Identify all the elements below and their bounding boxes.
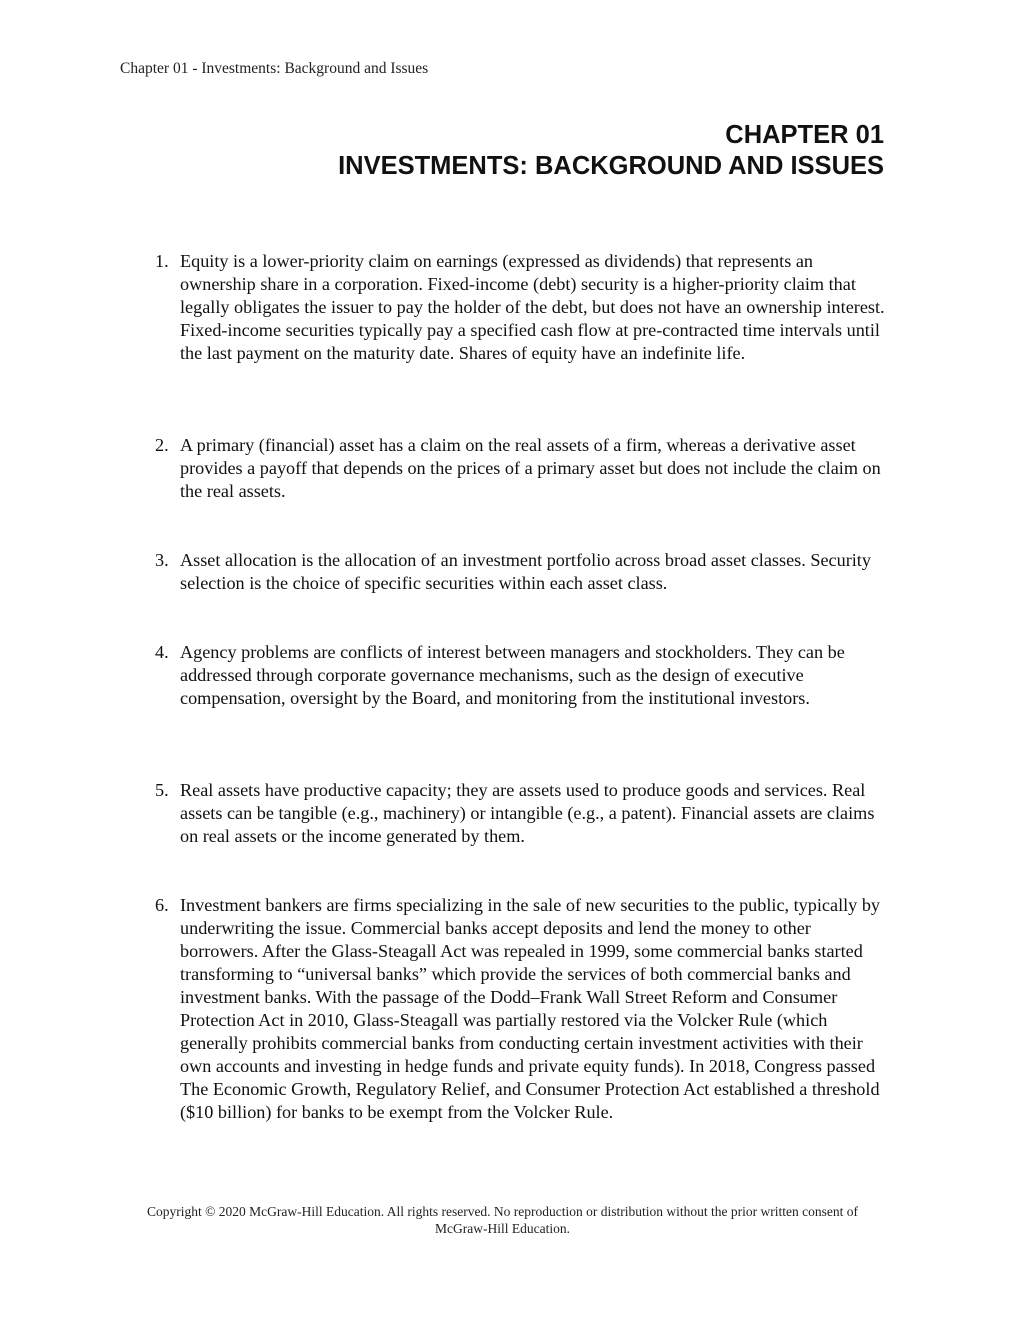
question-item-4 (155, 641, 890, 710)
question-number: 2. (155, 435, 169, 455)
question-number: 3. (155, 550, 169, 570)
question-number: 4. (155, 642, 169, 662)
question-number: 1. (155, 251, 169, 271)
question-answer: Investment bankers are firms specializing in the sale of new securities to the public, typically by underwriting the issue. Commercial banks accept deposits and lend the money to other borrowers. After the Glass-Steagall Act was repealed in 1999, some commercial banks started transforming to “universal banks” which provide the services of both commercial banks and investment banks. With the passage of the Dodd–Frank Wall Street Reform and Consumer Protection Act in 2010, Glass-Steagall was partially restored via the Volcker Rule (which generally prohibits commercial banks from conducting certain investment activities with their own accounts and investing in hedge funds and private equity funds). In 2018, Congress passed The Economic Growth, Regulatory Relief, and Consumer Protection Act established a threshold ($10 billion) for banks to be exempt from the Volcker Rule. (180, 895, 881, 1122)
question-answer: Asset allocation is the allocation of an investment portfolio across broad asset classes. Security selection is the choice of specific securities within each asset class. (180, 550, 871, 593)
question-item-6 (155, 894, 890, 1124)
chapter-title: INVESTMENTS: BACKGROUND AND ISSUES (338, 152, 884, 180)
question-item-3 (155, 549, 890, 595)
question-item-2 (155, 434, 890, 503)
question-item-5 (155, 779, 890, 848)
question-answer: Real assets have productive capacity; they are assets used to produce goods and services. Real assets can be tangible (e.g., machinery) or intangible (e.g., a patent). Financial assets are claims on real assets or the income generated by them. (180, 780, 875, 846)
chapter-number: CHAPTER 01 (725, 121, 884, 149)
question-number: 5. (155, 780, 169, 800)
question-answer: A primary (financial) asset has a claim on the real assets of a firm, whereas a derivative asset provides a payoff that depends on the prices of a primary asset but does not include the claim on the real assets. (180, 435, 881, 501)
running-header: Chapter 01 - Investments: Background and Issues (120, 60, 429, 77)
question-item-1 (155, 250, 890, 365)
question-answer: Equity is a lower-priority claim on earnings (expressed as dividends) that represents an ownership share in a corporation. Fixed-income (debt) security is a higher-priority claim that legally obligates the issuer to pay the holder of the debt, but does not have an ownership interest. Fixed-income securities typically pay a specified cash flow at pre-contracted time intervals until the last payment on the maturity date. Shares of equity have an indefinite life. (180, 251, 885, 363)
question-number: 6. (155, 895, 169, 915)
question-answer: Agency problems are conflicts of interest between managers and stockholders. They can be addressed through corporate governance mechanisms, such as the design of executive compensation, oversight by the Board, and monitoring from the institutional investors. (180, 642, 845, 708)
copyright-footer: Copyright © 2020 McGraw-Hill Education. All rights reserved. No reproduction or distribution without the prior written consent of McGraw-Hill Education. (146, 1204, 858, 1236)
